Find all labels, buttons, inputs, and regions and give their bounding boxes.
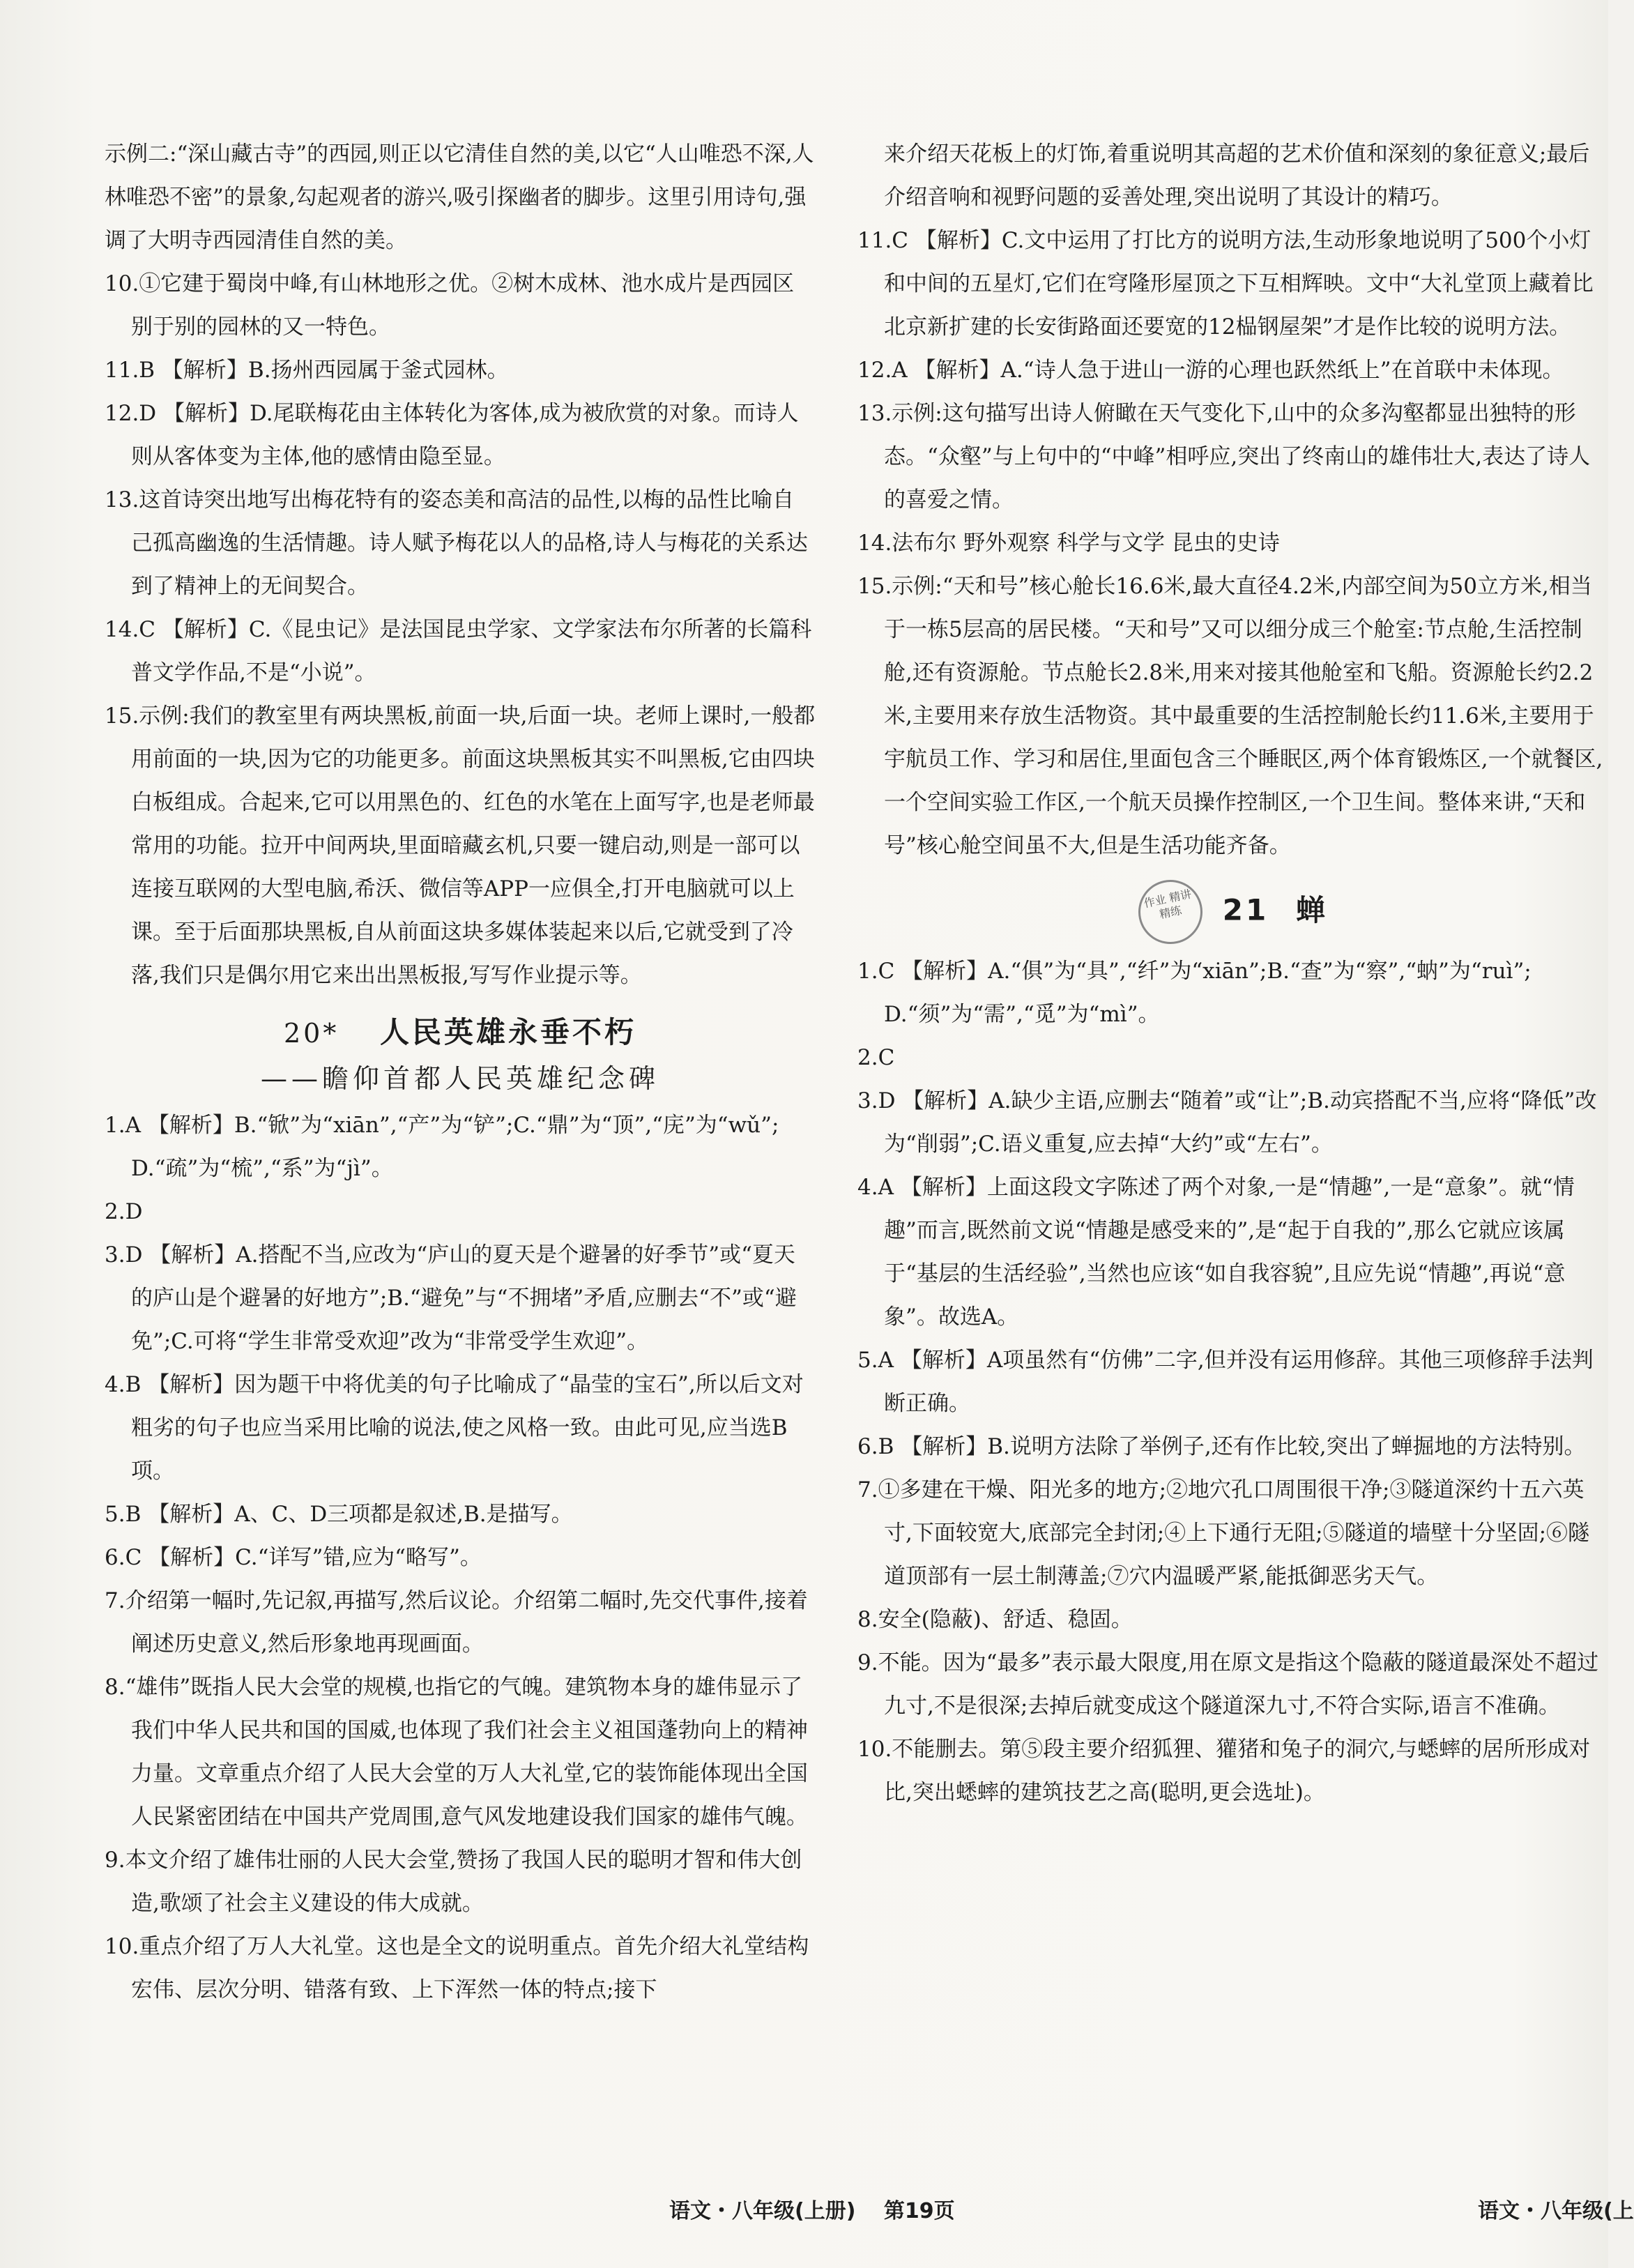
answer-paragraph: 3.D 【解析】A.搭配不当,应改为“庐山的夏天是个避暑的好季节”或“夏天的庐山是个避暑的好地方”;B.“避免”与“不拥堵”矛盾,应删去“不”或“避免”;C.可将“学生非常受欢迎”改为“非常受学生欢迎”。 [105,1242,797,1354]
answer-paragraph: 15.示例:我们的教室里有两块黑板,前面一块,后面一块。老师上课时,一般都用前面的一块,因为它的功能更多。前面这块黑板其实不叫黑板,它由四块白板组成。合起来,它可以用黑色的、红色的水笔在上面写字,也是老师最常用的功能。拉开中间两块,里面暗藏玄机,只要一键启动,则是一部可以连接互联网的大型电脑,希沃、微信等APP一应俱全,打开电脑就可以上课。至于后面那块黑板,自从前面这块多媒体装起来以后,它就受到了冷落,我们只是偶尔用它来出出黑板报,写写作业提示等。 [105,703,816,988]
section-heading-20 [105,1010,816,1051]
answer-paragraph: 8.安全(隐蔽)、舒适、稳固。 [857,1607,1133,1632]
left-section-answers [105,1104,816,2011]
answer-paragraph: 5.A 【解析】A项虽然有“仿佛”二字,但并没有运用修辞。其他三项修辞手法判断正确。 [857,1348,1594,1416]
footer-page-number: 第19页 [883,2199,955,2223]
section-number: 20* [284,1018,339,1049]
answer-paragraph: 6.B 【解析】B.说明方法除了举例子,还有作比较,突出了蝉掘地的方法特别。 [857,1434,1586,1459]
right-top-answers [857,132,1609,867]
footer-right-label: 语文・八年级(上 [1478,2199,1634,2223]
section-number: 21 [1222,892,1269,927]
answer-paragraph: 12.D 【解析】D.尾联梅花由主体转化为客体,成为被欣赏的对象。而诗人则从客体变为主体,他的感情由隐至显。 [105,401,799,469]
answer-paragraph: 13.这首诗突出地写出梅花特有的姿态美和高洁的品性,以梅的品性比喻自己孤高幽逸的生活情趣。诗人赋予梅花以人的品格,诗人与梅花的关系达到了精神上的无间契合。 [105,487,808,599]
footer-left [669,2193,955,2224]
footer-book-label: 语文・八年级(上册) [669,2199,856,2223]
answer-paragraph: 14.C 【解析】C.《昆虫记》是法国昆虫学家、文学家法布尔所著的长篇科普文学作品,不是“小说”。 [105,617,812,685]
answer-paragraph: 示例二:“深山藏古寺”的西园,则正以它清佳自然的美,以它“人山唯恐不深,人林唯恐不密”的景象,勾起观者的游兴,吸引探幽者的脚步。这里引用诗句,强调了大明寺西园清佳自然的美。 [105,142,814,253]
answer-paragraph: 2.C [857,1045,895,1070]
answer-paragraph: 3.D 【解析】A.缺少主语,应删去“随着”或“让”;B.动宾搭配不当,应将“降低”改为“削弱”;C.语义重复,应去掉“大约”或“左右”。 [857,1088,1597,1157]
section-title: 人民英雄永垂不朽 [379,1015,636,1049]
answer-paragraph: 6.C 【解析】C.“详写”错,应为“略写”。 [105,1545,482,1570]
answer-paragraph: 5.B 【解析】A、C、D三项都是叙述,B.是描写。 [105,1502,573,1527]
answer-paragraph: 2.D [105,1199,143,1224]
answer-paragraph: 11.C 【解析】C.文中运用了打比方的说明方法,生动形象地说明了500个小灯和中间的五星灯,它们在穹隆形屋顶之下互相辉映。文中“大礼堂顶上藏着比北京新扩建的长安街路面还要宽的12榀钢屋架”才是作比较的说明方法。 [857,228,1594,340]
answer-paragraph: 15.示例:“天和号”核心舱长16.6米,最大直径4.2米,内部空间为50立方米,相当于一栋5层高的居民楼。“天和号”又可以细分成三个舱室:节点舱,生活控制舱,还有资源舱。节点舱长2.8米,用来对接其他舱室和飞船。资源舱长约2.2米,主要用来存放生活物资。其中最重要的生活控制舱长约11.6米,主要用于宇航员工作、学习和居住,里面包含三个睡眠区,两个体育锻炼区,一个就餐区,一个空间实验工作区,一个航天员操作控制区,一个卫生间。整体来讲,“天和号”核心舱空间虽不大,但是生活功能齐备。 [857,574,1603,858]
answer-paragraph: 11.B 【解析】B.扬州西园属于釜式园林。 [105,358,509,383]
answer-paragraph: 7.①多建在干燥、阳光多的地方;②地穴孔口周围很干净;③隧道深约十五六英寸,下面较宽大,底部完全封闭;④上下通行无阻;⑤隧道的墙壁十分坚固;⑥隧道顶部有一层土制薄盖;⑦穴内温暖严紧,能抵御恶劣天气。 [857,1477,1590,1589]
answer-paragraph: 8.“雄伟”既指人民大会堂的规模,也指它的气魄。建筑物本身的雄伟显示了我们中华人民共和国的国威,也体现了我们社会主义祖国蓬勃向上的精神力量。文章重点介绍了人民大会堂的万人大礼堂,它的装饰能体现出全国人民紧密团结在中国共产党周围,意气风发地建设我们国家的雄伟气魄。 [105,1675,808,1829]
section-subtitle: ——瞻仰首都人民英雄纪念碑 [260,1063,659,1094]
left-column [105,132,816,2011]
answer-paragraph: 1.A 【解析】B.“锨”为“xiān”,“产”为“铲”;C.“鼎”为“顶”,“庑”为“wǔ”;D.“疏”为“梳”,“系”为“jì”。 [105,1113,779,1181]
answer-paragraph: 7.介绍第一幅时,先记叙,再描写,然后议论。介绍第二幅时,先交代事件,接着阐述历史意义,然后形象地再现画面。 [105,1588,808,1657]
homework-stamp: 作业 精讲 精练 [1133,874,1209,950]
section-heading-21 [857,880,1609,944]
answer-paragraph: 9.不能。因为“最多”表示最大限度,用在原文是指这个隐蔽的隧道最深处不超过九寸,不是很深;去掉后就变成这个隧道深九寸,不符合实际,语言不准确。 [857,1650,1599,1719]
answer-paragraph: 10.①它建于蜀岗中峰,有山林地形之优。②树木成林、池水成片是西园区别于别的园林的又一特色。 [105,271,795,340]
answer-paragraph: 10.不能删去。第⑤段主要介绍狐狸、獾猪和兔子的洞穴,与蟋蟀的居所形成对比,突出蟋蟀的建筑技艺之高(聪明,更会选址)。 [857,1737,1591,1805]
answer-paragraph: 9.本文介绍了雄伟壮丽的人民大会堂,赞扬了我国人民的聪明才智和伟大创造,歌颂了社会主义建设的伟大成就。 [105,1848,802,1916]
answer-paragraph: 4.A 【解析】上面这段文字陈述了两个对象,一是“情趣”,一是“意象”。就“情趣”而言,既然前文说“情趣是感受来的”,是“起于自我的”,那么它就应该属于“基层的生活经验”,当然也应该“如自我容貌”,且应先说“情趣”,再说“意象”。故选A。 [857,1175,1575,1330]
answer-paragraph: 1.C 【解析】A.“俱”为“具”,“纤”为“xiān”;B.“查”为“察”,“蚋”为“ruì”;D.“须”为“需”,“觅”为“mì”。 [857,959,1532,1027]
answer-paragraph: 14.法布尔 野外观察 科学与文学 昆虫的史诗 [857,531,1280,556]
answer-paragraph: 来介绍天花板上的灯饰,着重说明其高超的艺术价值和深刻的象征意义;最后介绍音响和视野问题的妥善处理,突出说明了其设计的精巧。 [884,142,1590,210]
answer-paragraph: 13.示例:这句描写出诗人俯瞰在天气变化下,山中的众多沟壑都显出独特的形态。“众壑”与上句中的“中峰”相呼应,突出了终南山的雄伟壮大,表达了诗人的喜爱之情。 [857,401,1591,512]
answer-paragraph: 10.重点介绍了万人大礼堂。这也是全文的说明重点。首先介绍大礼堂结构宏伟、层次分明、错落有致、上下浑然一体的特点;接下 [105,1934,809,2002]
answer-paragraph: 12.A 【解析】A.“诗人急于进山一游的心理也跃然纸上”在首联中未体现。 [857,358,1564,383]
section-title: 蝉 [1295,892,1328,927]
right-column [857,132,1609,1814]
left-top-answers [105,132,816,997]
answer-paragraph: 4.B 【解析】因为题干中将优美的句子比喻成了“晶莹的宝石”,所以后文对粗劣的句子也应当采用比喻的说法,使之风格一致。由此可见,应当选B项。 [105,1372,804,1484]
footer-right [1478,2193,1634,2224]
right-section-answers [857,950,1609,1814]
